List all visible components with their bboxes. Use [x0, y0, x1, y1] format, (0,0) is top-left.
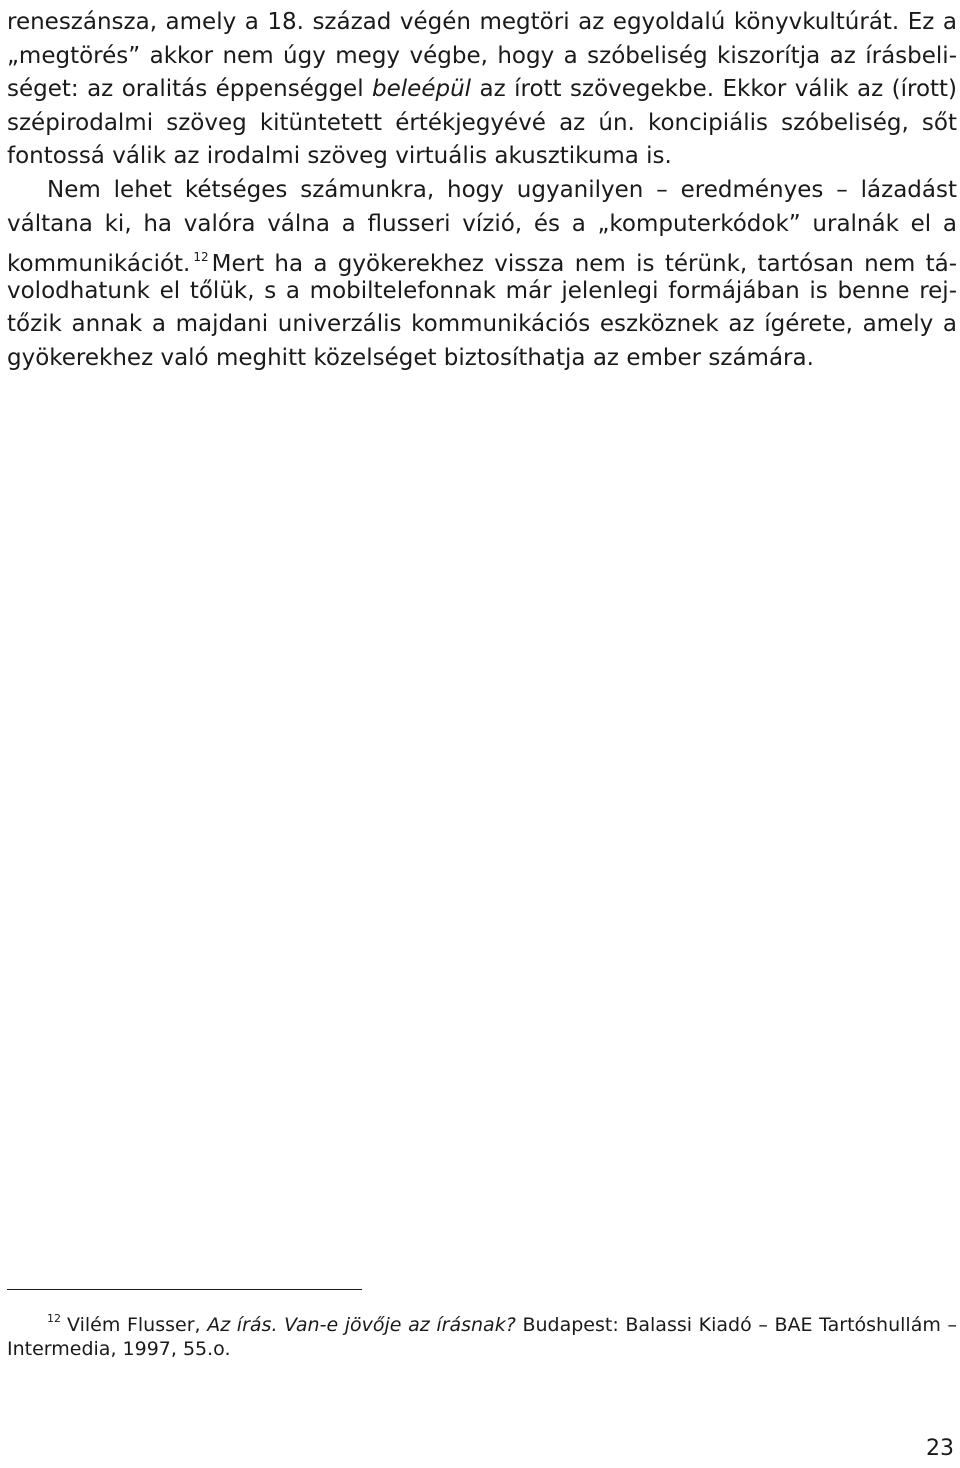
text-line: fontossá válik az irodalmi szöveg virtuális akusztikuma is.	[7, 143, 672, 170]
text-line	[7, 241, 957, 278]
footnote-title: Az írás. Van-e jövője az írásnak?	[207, 1314, 516, 1336]
footnote-divider	[7, 1289, 362, 1290]
text-fragment: az írott szövegekbe. Ekkor válik az (írott)	[479, 76, 958, 103]
page-number: 23	[926, 1436, 954, 1461]
footnote-publisher: Budapest: Balassi Kiadó – BAE Tartóshullám –	[522, 1314, 957, 1336]
body-text	[7, 6, 957, 376]
footnote-line	[7, 1303, 957, 1334]
text-fragment: Mert ha a gyökerekhez vissza nem is térünk, tartósan nem tá-	[211, 251, 957, 278]
footnote-marker: 12	[47, 1312, 61, 1325]
footnote-author: Vilém Flusser,	[67, 1314, 201, 1336]
text-line: tőzik annak a majdani univerzális kommunikációs eszköznek az ígérete, amely a	[7, 311, 957, 338]
text-line: szépirodalmi szöveg kitüntetett értékjegyévé az ún. koncipiális szóbeliség, sőt	[7, 109, 957, 136]
text-line: gyökerekhez való meghitt közelséget biztosíthatja az ember számára.	[7, 344, 814, 371]
footnote	[7, 1303, 957, 1365]
text-line: váltana ki, ha valóra válna a flusseri vízió, és a „komputerkódok” uralnák el a	[7, 210, 957, 237]
text-line: reneszánsza, amely a 18. század végén megtöri az egyoldalú könyvkultúrát. Ez a	[7, 9, 957, 35]
paragraph-first-line: Nem lehet kétséges számunkra, hogy ugyanilyen – eredményes – lázadást	[47, 176, 957, 203]
footnote-reference[interactable]: 12	[193, 250, 209, 265]
text-fragment: séget: az oralitás éppenséggel	[7, 76, 364, 103]
emphasized-word: beleépül	[372, 76, 472, 103]
text-fragment: kommunikációt.	[7, 251, 191, 278]
text-line	[7, 73, 957, 107]
text-line: „megtörés” akkor nem úgy megy végbe, hogy a szóbeliség kiszorítja az írásbeli-	[7, 42, 957, 69]
text-line: volodhatunk el tőlük, s a mobiltelefonnak már jelenlegi formájában is benne rej-	[7, 277, 957, 304]
footnote-line: Intermedia, 1997, 55.o.	[7, 1338, 231, 1360]
